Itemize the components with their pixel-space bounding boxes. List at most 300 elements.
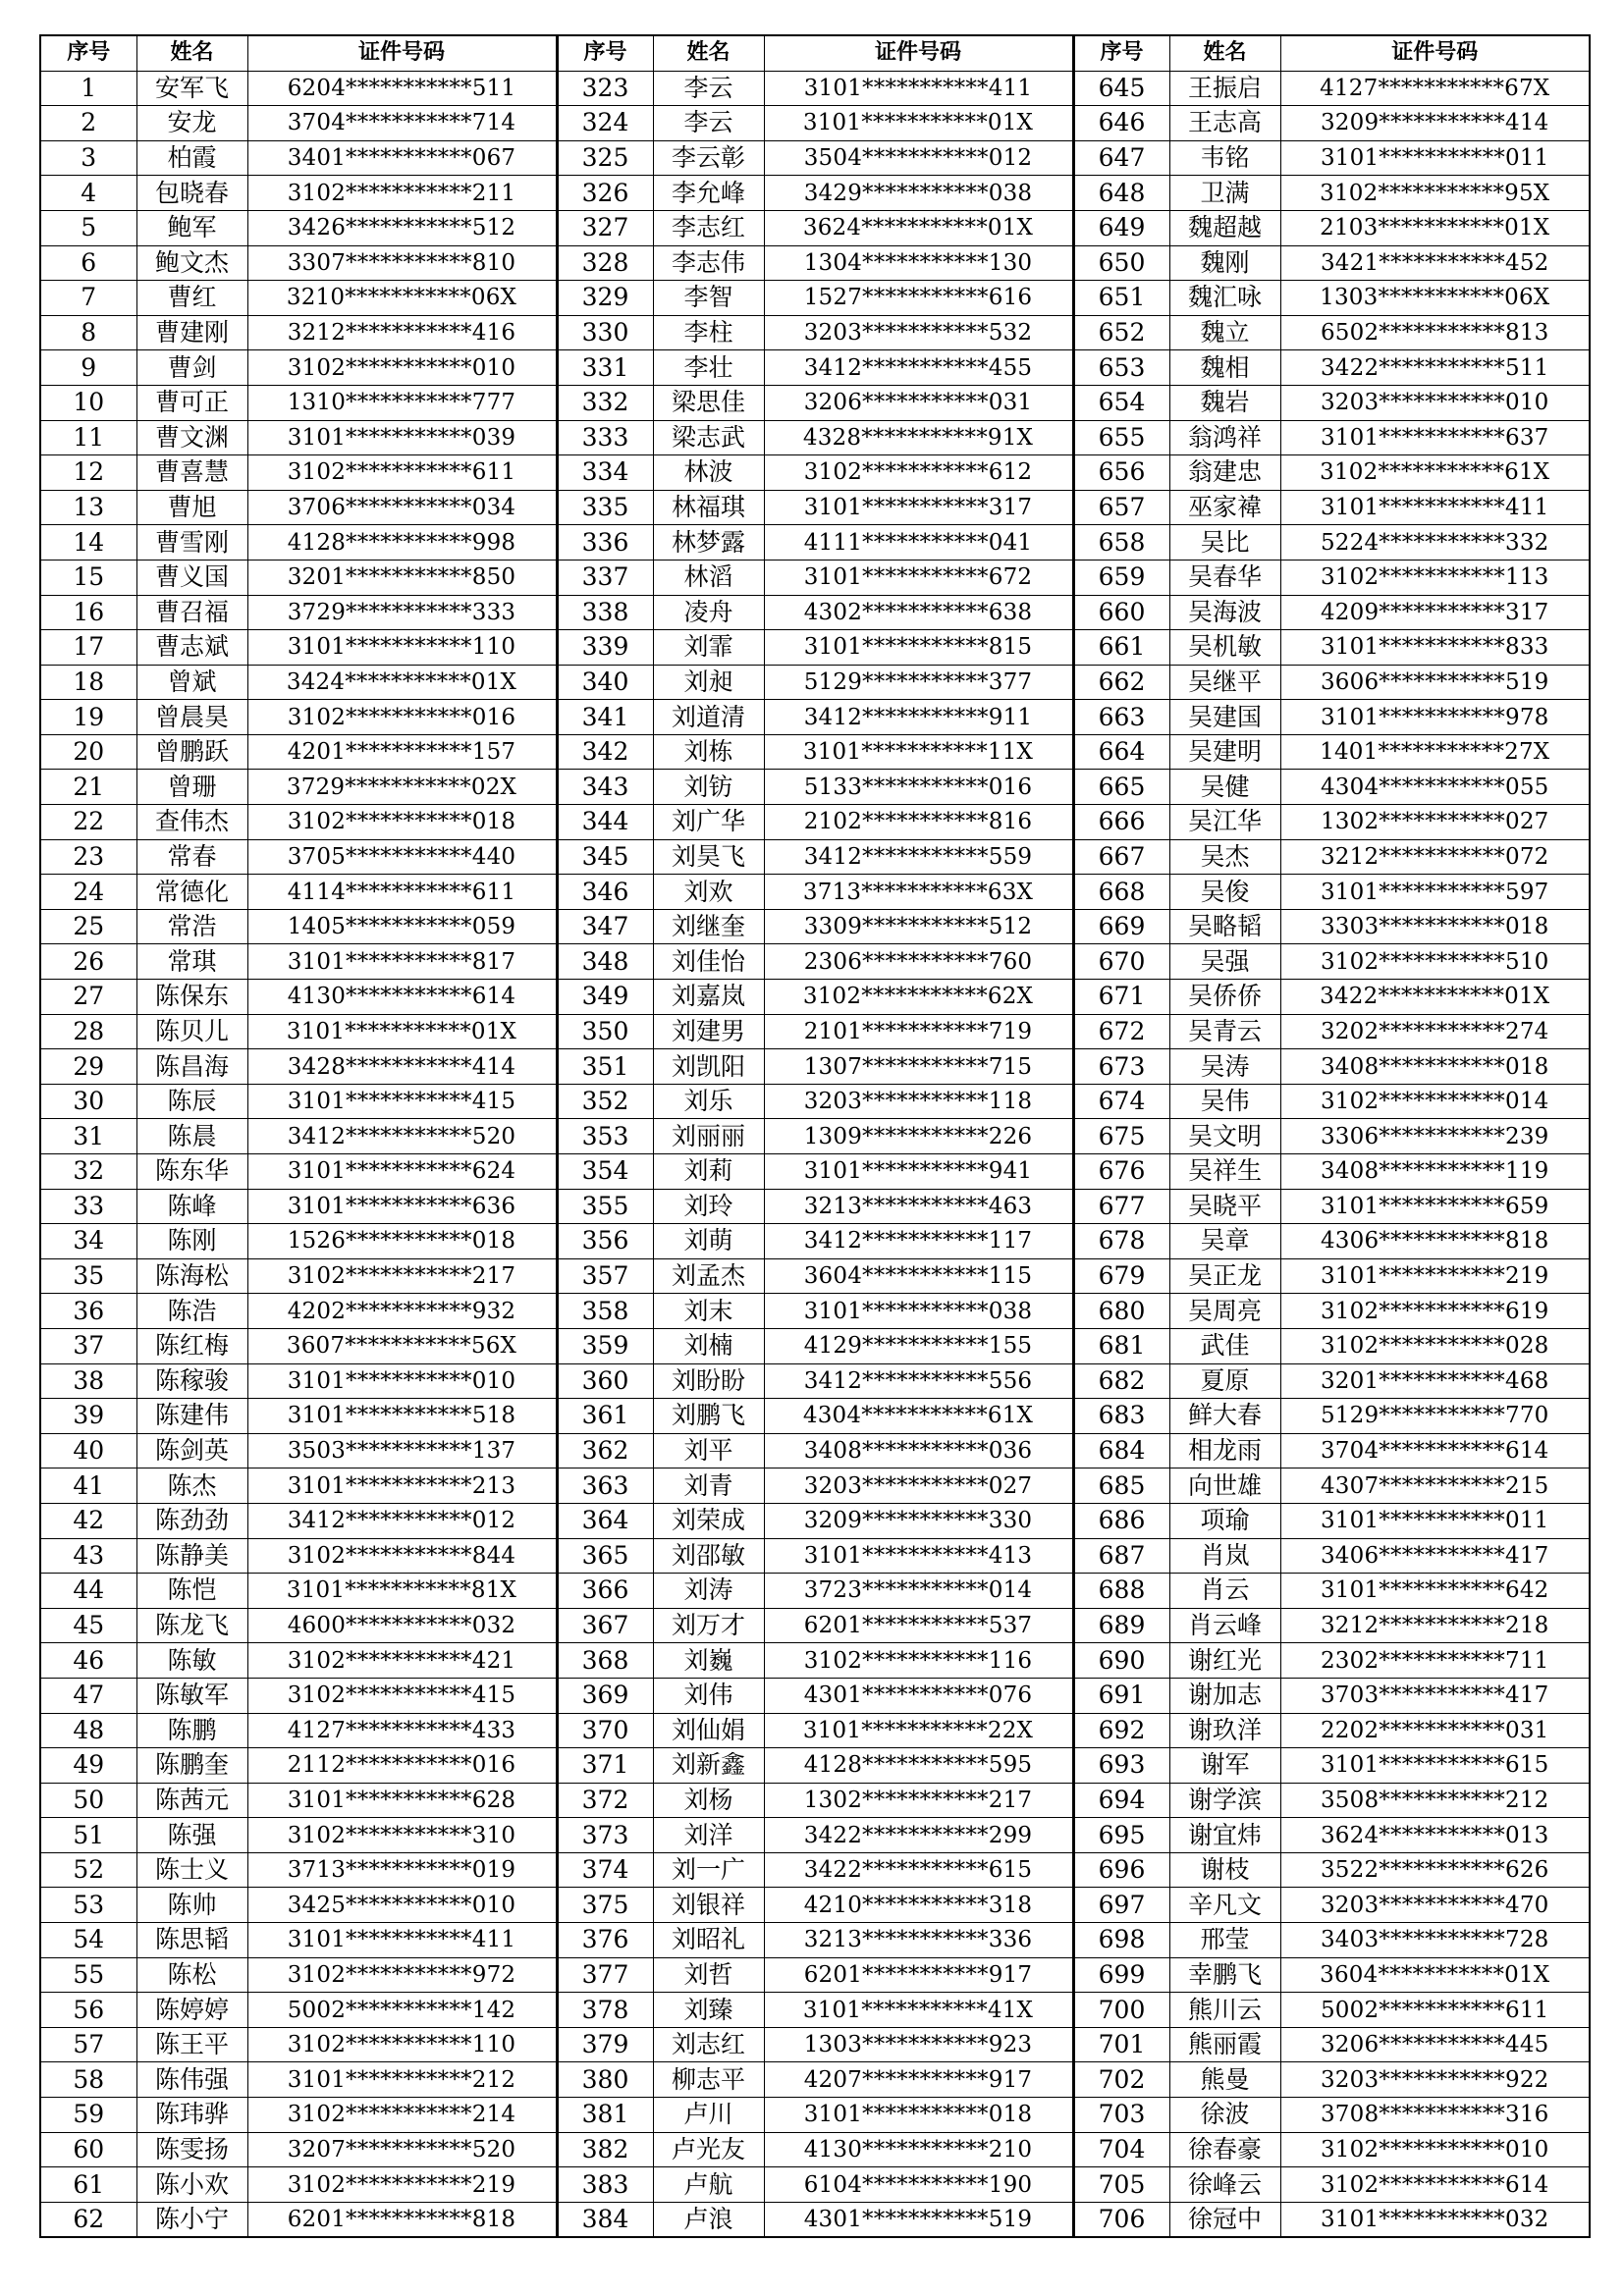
seq-cell: 50: [40, 1783, 136, 1818]
id-cell: 3412***********012: [247, 1503, 557, 1538]
id-cell: 4209***********317: [1280, 595, 1590, 630]
name-cell: 曾晨昊: [136, 700, 247, 735]
seq-cell: 38: [40, 1363, 136, 1399]
name-cell: 巫家褘: [1169, 490, 1280, 525]
id-cell: 3101***********642: [1280, 1574, 1590, 1609]
id-cell: 2101***********719: [764, 1014, 1073, 1049]
name-cell: 翁建忠: [1169, 455, 1280, 491]
id-cell: 3102***********028: [1280, 1328, 1590, 1363]
seq-cell: 17: [40, 630, 136, 666]
id-cell: 3102***********116: [764, 1643, 1073, 1679]
table-row: [40, 1363, 1590, 1399]
name-cell: 陈强: [136, 1818, 247, 1853]
table-row: [40, 1468, 1590, 1504]
seq-cell: 671: [1073, 980, 1169, 1015]
table-row: [40, 805, 1590, 840]
name-cell: 魏超越: [1169, 210, 1280, 245]
name-cell: 常浩: [136, 909, 247, 944]
name-cell: 曾斌: [136, 665, 247, 700]
table-row: [40, 2027, 1590, 2062]
name-cell: 陈恺: [136, 1574, 247, 1609]
seq-cell: 327: [557, 210, 653, 245]
name-cell: 肖云: [1169, 1574, 1280, 1609]
seq-cell: 696: [1073, 1852, 1169, 1888]
name-cell: 刘洋: [653, 1818, 764, 1853]
seq-cell: 655: [1073, 420, 1169, 455]
id-cell: 5133***********016: [764, 770, 1073, 805]
seq-cell: 364: [557, 1503, 653, 1538]
seq-cell: 14: [40, 525, 136, 561]
id-cell: 3604***********01X: [1280, 1957, 1590, 1993]
id-cell: 3713***********63X: [764, 875, 1073, 910]
name-cell: 吴建国: [1169, 700, 1280, 735]
seq-cell: 333: [557, 420, 653, 455]
id-cell: 4302***********638: [764, 595, 1073, 630]
table-row: [40, 2062, 1590, 2098]
id-cell: 6201***********818: [247, 2202, 557, 2237]
id-cell: 3101***********941: [764, 1154, 1073, 1190]
id-cell: 4114***********611: [247, 875, 557, 910]
table-row: [40, 1957, 1590, 1993]
name-cell: 刘霏: [653, 630, 764, 666]
id-cell: 4328***********91X: [764, 420, 1073, 455]
id-cell: 3101***********817: [247, 944, 557, 980]
id-cell: 3403***********728: [1280, 1923, 1590, 1958]
id-cell: 3201***********850: [247, 560, 557, 595]
seq-cell: 660: [1073, 595, 1169, 630]
name-cell: 吴春华: [1169, 560, 1280, 595]
table-row: [40, 176, 1590, 211]
name-cell: 刘凯阳: [653, 1049, 764, 1085]
seq-cell: 16: [40, 595, 136, 630]
seq-cell: 669: [1073, 909, 1169, 944]
name-cell: 吴章: [1169, 1224, 1280, 1259]
id-cell: 5224***********332: [1280, 525, 1590, 561]
seq-cell: 705: [1073, 2167, 1169, 2203]
seq-cell: 373: [557, 1818, 653, 1853]
id-cell: 3713***********019: [247, 1852, 557, 1888]
seq-cell: 377: [557, 1957, 653, 1993]
id-cell: 3101***********624: [247, 1154, 557, 1190]
id-cell: 3101***********039: [247, 420, 557, 455]
seq-cell: 695: [1073, 1818, 1169, 1853]
seq-cell: 656: [1073, 455, 1169, 491]
seq-cell: 32: [40, 1154, 136, 1190]
name-cell: 吴强: [1169, 944, 1280, 980]
name-cell: 曹义国: [136, 560, 247, 595]
id-cell: 3101***********213: [247, 1468, 557, 1504]
name-cell: 刘邵敏: [653, 1538, 764, 1574]
id-cell: 2102***********816: [764, 805, 1073, 840]
table-row: [40, 2132, 1590, 2167]
id-cell: 3101***********22X: [764, 1713, 1073, 1748]
seq-cell: 58: [40, 2062, 136, 2098]
id-cell: 3212***********218: [1280, 1608, 1590, 1643]
name-cell: 李志红: [653, 210, 764, 245]
name-cell: 李允峰: [653, 176, 764, 211]
table-row: [40, 700, 1590, 735]
id-cell: 3408***********119: [1280, 1154, 1590, 1190]
id-cell: 3503***********137: [247, 1433, 557, 1468]
seq-cell: 657: [1073, 490, 1169, 525]
name-cell: 刘平: [653, 1433, 764, 1468]
id-cell: 4130***********614: [247, 980, 557, 1015]
id-cell: 3309***********512: [764, 909, 1073, 944]
id-cell: 3101***********411: [764, 71, 1073, 106]
id-cell: 3102***********214: [247, 2098, 557, 2133]
table-row: [40, 1713, 1590, 1748]
name-cell: 谢玖洋: [1169, 1713, 1280, 1748]
table-row: [40, 944, 1590, 980]
table-row: [40, 2098, 1590, 2133]
name-cell: 陈东华: [136, 1154, 247, 1190]
id-cell: 3729***********02X: [247, 770, 557, 805]
seq-cell: 27: [40, 980, 136, 1015]
id-cell: 3101***********637: [1280, 420, 1590, 455]
id-cell: 4130***********210: [764, 2132, 1073, 2167]
name-cell: 刘昭礼: [653, 1923, 764, 1958]
seq-cell: 646: [1073, 106, 1169, 141]
id-cell: 3102***********421: [247, 1643, 557, 1679]
name-cell: 李云: [653, 71, 764, 106]
table-row: [40, 315, 1590, 350]
name-cell: 刘嘉岚: [653, 980, 764, 1015]
name-cell: 刘建男: [653, 1014, 764, 1049]
id-cell: 3102***********018: [247, 805, 557, 840]
name-cell: 陈婷婷: [136, 1993, 247, 2028]
name-cell: 曾珊: [136, 770, 247, 805]
seq-cell: 347: [557, 909, 653, 944]
name-cell: 陈剑英: [136, 1433, 247, 1468]
id-cell: 3412***********559: [764, 839, 1073, 875]
seq-cell: 326: [557, 176, 653, 211]
seq-cell: 674: [1073, 1084, 1169, 1119]
table-row: [40, 1224, 1590, 1259]
name-cell: 吴青云: [1169, 1014, 1280, 1049]
seq-cell: 370: [557, 1713, 653, 1748]
seq-cell: 357: [557, 1258, 653, 1294]
id-cell: 2302***********711: [1280, 1643, 1590, 1679]
name-cell: 陈稼骏: [136, 1363, 247, 1399]
seq-cell: 335: [557, 490, 653, 525]
table-row: [40, 1084, 1590, 1119]
name-cell: 陈海松: [136, 1258, 247, 1294]
name-cell: 刘钫: [653, 770, 764, 805]
table-row: [40, 1818, 1590, 1853]
name-cell: 谢学滨: [1169, 1783, 1280, 1818]
table-row: [40, 1538, 1590, 1574]
seq-cell: 662: [1073, 665, 1169, 700]
seq-cell: 704: [1073, 2132, 1169, 2167]
name-cell: 曹雪刚: [136, 525, 247, 561]
table-row: [40, 1888, 1590, 1923]
header-id: 证件号码: [247, 35, 557, 71]
id-cell: 3704***********714: [247, 106, 557, 141]
seq-cell: 332: [557, 385, 653, 420]
id-cell: 3102***********612: [764, 455, 1073, 491]
name-cell: 卢光友: [653, 2132, 764, 2167]
id-cell: 3408***********018: [1280, 1049, 1590, 1085]
id-cell: 3412***********117: [764, 1224, 1073, 1259]
name-cell: 陈浩: [136, 1294, 247, 1329]
id-cell: 5002***********611: [1280, 1993, 1590, 2028]
id-cell: 4306***********818: [1280, 1224, 1590, 1259]
id-cell: 3101***********815: [764, 630, 1073, 666]
id-cell: 3101***********032: [1280, 2202, 1590, 2237]
table-row: [40, 1503, 1590, 1538]
id-cell: 3102***********016: [247, 700, 557, 735]
seq-cell: 342: [557, 734, 653, 770]
seq-cell: 368: [557, 1643, 653, 1679]
id-cell: 3101***********615: [1280, 1748, 1590, 1784]
table-row: [40, 140, 1590, 176]
name-cell: 刘广华: [653, 805, 764, 840]
seq-cell: 12: [40, 455, 136, 491]
seq-cell: 4: [40, 176, 136, 211]
id-cell: 3101***********01X: [247, 1014, 557, 1049]
name-cell: 吴祥生: [1169, 1154, 1280, 1190]
name-cell: 卢浪: [653, 2202, 764, 2237]
name-cell: 徐峰云: [1169, 2167, 1280, 2203]
table-row: [40, 595, 1590, 630]
name-cell: 刘昶: [653, 665, 764, 700]
table-row: [40, 980, 1590, 1015]
seq-cell: 676: [1073, 1154, 1169, 1190]
name-cell: 陈茜元: [136, 1783, 247, 1818]
seq-cell: 699: [1073, 1957, 1169, 1993]
name-cell: 陈辰: [136, 1084, 247, 1119]
seq-cell: 20: [40, 734, 136, 770]
name-cell: 曹可正: [136, 385, 247, 420]
seq-cell: 34: [40, 1224, 136, 1259]
name-cell: 曹召福: [136, 595, 247, 630]
table-row: [40, 1119, 1590, 1154]
seq-cell: 52: [40, 1852, 136, 1888]
name-cell: 刘涛: [653, 1574, 764, 1609]
id-cell: 4207***********917: [764, 2062, 1073, 2098]
name-cell: 陈建伟: [136, 1399, 247, 1434]
table-row: [40, 1189, 1590, 1224]
seq-cell: 331: [557, 350, 653, 386]
name-cell: 曹旭: [136, 490, 247, 525]
id-cell: 3508***********212: [1280, 1783, 1590, 1818]
name-cell: 吴比: [1169, 525, 1280, 561]
table-row: [40, 1923, 1590, 1958]
name-cell: 吴江华: [1169, 805, 1280, 840]
name-cell: 陈玮骅: [136, 2098, 247, 2133]
name-cell: 李壮: [653, 350, 764, 386]
seq-cell: 3: [40, 140, 136, 176]
name-cell: 吴晓平: [1169, 1189, 1280, 1224]
name-cell: 王志高: [1169, 106, 1280, 141]
table-row: [40, 1748, 1590, 1784]
name-cell: 吴海波: [1169, 595, 1280, 630]
table-row: [40, 770, 1590, 805]
seq-cell: 648: [1073, 176, 1169, 211]
seq-cell: 647: [1073, 140, 1169, 176]
name-cell: 凌舟: [653, 595, 764, 630]
header-name: 姓名: [653, 35, 764, 71]
id-cell: 3102***********61X: [1280, 455, 1590, 491]
name-cell: 徐波: [1169, 2098, 1280, 2133]
id-cell: 3202***********274: [1280, 1014, 1590, 1049]
name-cell: 谢加志: [1169, 1678, 1280, 1713]
seq-cell: 26: [40, 944, 136, 980]
seq-cell: 666: [1073, 805, 1169, 840]
seq-cell: 336: [557, 525, 653, 561]
id-cell: 6201***********537: [764, 1608, 1073, 1643]
id-cell: 3209***********330: [764, 1503, 1073, 1538]
table-row: [40, 210, 1590, 245]
id-cell: 3102***********211: [247, 176, 557, 211]
seq-cell: 365: [557, 1538, 653, 1574]
name-cell: 魏立: [1169, 315, 1280, 350]
table-row: [40, 875, 1590, 910]
seq-cell: 45: [40, 1608, 136, 1643]
id-cell: 3706***********034: [247, 490, 557, 525]
id-cell: 3307***********810: [247, 245, 557, 281]
name-cell: 曾鹏跃: [136, 734, 247, 770]
seq-cell: 330: [557, 315, 653, 350]
id-cell: 3422***********511: [1280, 350, 1590, 386]
name-cell: 卢航: [653, 2167, 764, 2203]
header-seq: 序号: [557, 35, 653, 71]
id-cell: 4304***********055: [1280, 770, 1590, 805]
id-cell: 3101***********628: [247, 1783, 557, 1818]
id-cell: 4201***********157: [247, 734, 557, 770]
id-cell: 3101***********636: [247, 1189, 557, 1224]
seq-cell: 664: [1073, 734, 1169, 770]
id-cell: 3203***********027: [764, 1468, 1073, 1504]
id-cell: 3306***********239: [1280, 1119, 1590, 1154]
name-cell: 陈思韬: [136, 1923, 247, 1958]
name-cell: 刘银祥: [653, 1888, 764, 1923]
name-cell: 刘继奎: [653, 909, 764, 944]
id-cell: 3422***********01X: [1280, 980, 1590, 1015]
id-cell: 3102***********110: [247, 2027, 557, 2062]
name-cell: 刘佳怡: [653, 944, 764, 980]
name-cell: 梁思佳: [653, 385, 764, 420]
id-cell: 1307***********715: [764, 1049, 1073, 1085]
id-cell: 3101***********41X: [764, 1993, 1073, 2028]
id-cell: 1527***********616: [764, 281, 1073, 316]
id-cell: 3102***********415: [247, 1678, 557, 1713]
id-cell: 3428***********414: [247, 1049, 557, 1085]
seq-cell: 654: [1073, 385, 1169, 420]
id-cell: 6204***********511: [247, 71, 557, 106]
id-cell: 3102***********95X: [1280, 176, 1590, 211]
seq-cell: 37: [40, 1328, 136, 1363]
name-cell: 刘巍: [653, 1643, 764, 1679]
seq-cell: 371: [557, 1748, 653, 1784]
seq-cell: 693: [1073, 1748, 1169, 1784]
id-cell: 3412***********520: [247, 1119, 557, 1154]
seq-cell: 47: [40, 1678, 136, 1713]
seq-cell: 382: [557, 2132, 653, 2167]
id-cell: 4307***********215: [1280, 1468, 1590, 1504]
id-cell: 3201***********468: [1280, 1363, 1590, 1399]
id-cell: 3212***********416: [247, 315, 557, 350]
seq-cell: 59: [40, 2098, 136, 2133]
seq-cell: 6: [40, 245, 136, 281]
id-cell: 4301***********076: [764, 1678, 1073, 1713]
name-cell: 包晓春: [136, 176, 247, 211]
name-cell: 刘道清: [653, 700, 764, 735]
name-cell: 鲍文杰: [136, 245, 247, 281]
seq-cell: 694: [1073, 1783, 1169, 1818]
id-cell: 3408***********036: [764, 1433, 1073, 1468]
table-row: [40, 1574, 1590, 1609]
seq-cell: 379: [557, 2027, 653, 2062]
seq-cell: 39: [40, 1399, 136, 1434]
seq-cell: 338: [557, 595, 653, 630]
name-cell: 刘昊飞: [653, 839, 764, 875]
name-cell: 李柱: [653, 315, 764, 350]
seq-cell: 54: [40, 1923, 136, 1958]
table-row: [40, 1258, 1590, 1294]
header-id: 证件号码: [764, 35, 1073, 71]
seq-cell: 41: [40, 1468, 136, 1504]
seq-cell: 325: [557, 140, 653, 176]
seq-cell: 362: [557, 1433, 653, 1468]
seq-cell: 381: [557, 2098, 653, 2133]
id-cell: 3705***********440: [247, 839, 557, 875]
name-cell: 幸鹏飞: [1169, 1957, 1280, 1993]
seq-cell: 21: [40, 770, 136, 805]
seq-cell: 44: [40, 1574, 136, 1609]
name-cell: 韦铭: [1169, 140, 1280, 176]
name-cell: 刘欢: [653, 875, 764, 910]
name-cell: 鲍军: [136, 210, 247, 245]
seq-cell: 351: [557, 1049, 653, 1085]
seq-cell: 53: [40, 1888, 136, 1923]
table-row: [40, 455, 1590, 491]
id-cell: 1401***********27X: [1280, 734, 1590, 770]
seq-cell: 652: [1073, 315, 1169, 350]
seq-cell: 324: [557, 106, 653, 141]
seq-cell: 9: [40, 350, 136, 386]
id-cell: 3203***********010: [1280, 385, 1590, 420]
name-cell: 谢红光: [1169, 1643, 1280, 1679]
id-cell: 3422***********615: [764, 1852, 1073, 1888]
name-cell: 李云: [653, 106, 764, 141]
id-cell: 3102***********217: [247, 1258, 557, 1294]
seq-cell: 651: [1073, 281, 1169, 316]
name-cell: 陈鹏: [136, 1713, 247, 1748]
seq-cell: 691: [1073, 1678, 1169, 1713]
seq-cell: 686: [1073, 1503, 1169, 1538]
name-cell: 李云彰: [653, 140, 764, 176]
seq-cell: 679: [1073, 1258, 1169, 1294]
id-cell: 2112***********016: [247, 1748, 557, 1784]
id-cell: 4304***********61X: [764, 1399, 1073, 1434]
name-cell: 吴继平: [1169, 665, 1280, 700]
id-cell: 4127***********433: [247, 1713, 557, 1748]
seq-cell: 668: [1073, 875, 1169, 910]
name-cell: 刘仙娟: [653, 1713, 764, 1748]
id-cell: 3101***********833: [1280, 630, 1590, 666]
header-seq: 序号: [1073, 35, 1169, 71]
seq-cell: 29: [40, 1049, 136, 1085]
seq-cell: 56: [40, 1993, 136, 2028]
name-cell: 林福琪: [653, 490, 764, 525]
seq-cell: 356: [557, 1224, 653, 1259]
seq-cell: 680: [1073, 1294, 1169, 1329]
id-cell: 3203***********118: [764, 1084, 1073, 1119]
seq-cell: 40: [40, 1433, 136, 1468]
seq-cell: 678: [1073, 1224, 1169, 1259]
id-cell: 3412***********556: [764, 1363, 1073, 1399]
